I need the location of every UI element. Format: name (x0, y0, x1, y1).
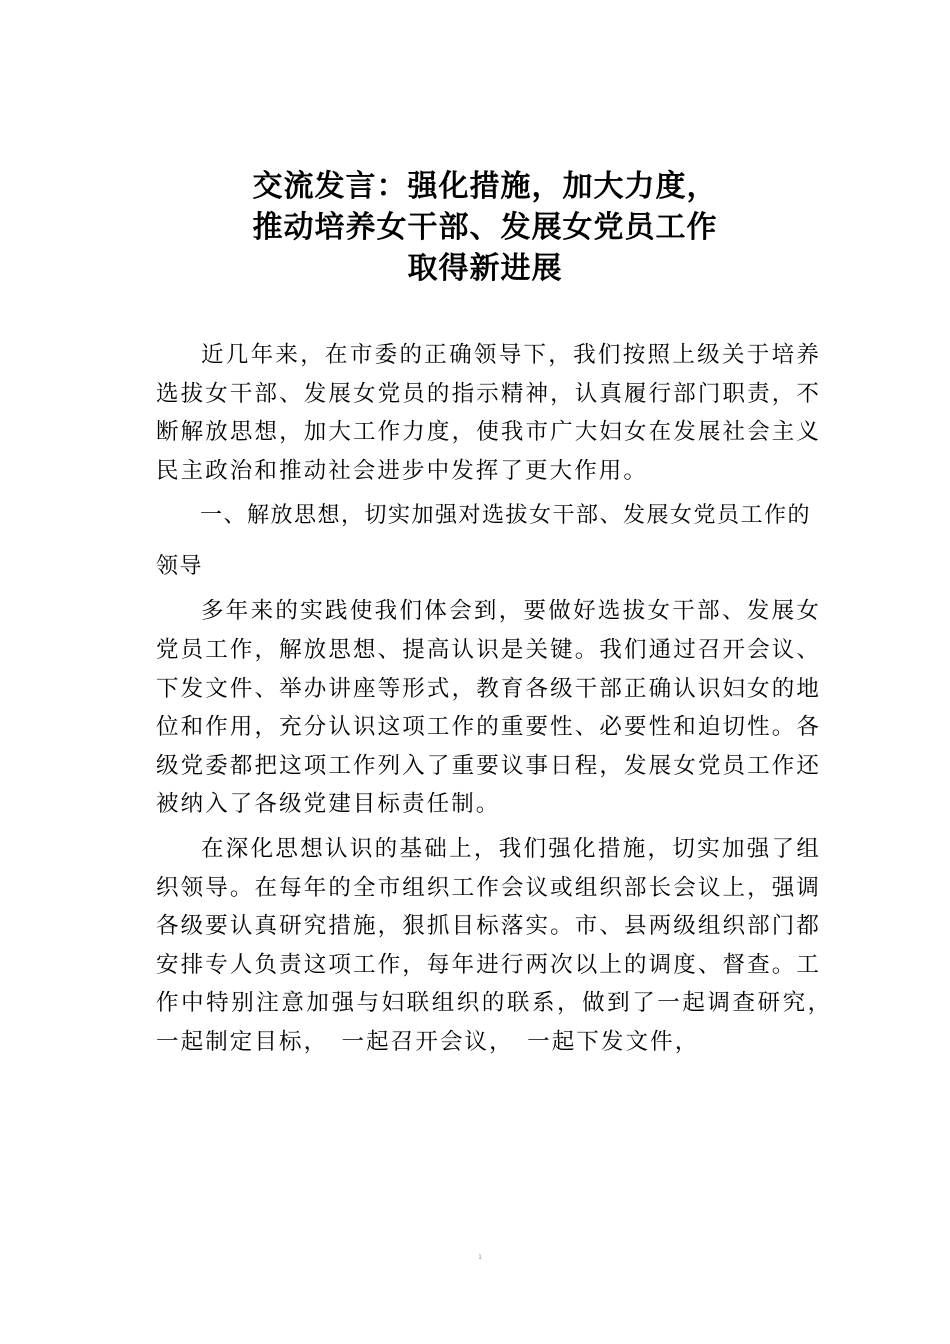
document-title (150, 166, 820, 289)
intro-paragraph: 近几年来，在市委的正确领导下，我们按照上级关于培养选拔女干部、发展女党员的指示精神，认真履行部门职责，不断解放思想，加大工作力度，使我市广大妇女在发展社会主义民主政治和推动社会进步中发挥了更大作用。 (156, 342, 821, 484)
title-line-3: 取得新进展 (407, 251, 563, 286)
page-number: 1 (478, 1254, 482, 1261)
section1-paragraph-2: 在深化思想认识的基础上，我们强化措施，切实加强了组织领导。在每年的全市组织工作会议或组织部长会议上，强调各级要认真研究措施，狠抓目标落实。市、县两级组织部门都安排专人负责这项工作，每年进行两次以上的调度、督查。工作中特别注意加强与妇联组织的联系，做到了一起调查研究， 一起制定目标， 一起召开会议， 一起下发文件， (156, 835, 846, 1055)
title-line-1: 交流发言：强化措施，加大力度， (252, 169, 718, 204)
document-body (156, 336, 846, 1062)
section1-paragraph-1: 多年来的实践使我们体会到，要做好选拔女干部、发展女党员工作，解放思想、提高认识是关键。我们通过召开会议、下发文件、举办讲座等形式，教育各级干部正确认识妇女的地位和作用，充分认识这项工作的重要性、必要性和迫切性。各级党委都把这项工作列入了重要议事日程，发展女党员工作还被纳入了各级党建目标责任制。 (156, 598, 821, 818)
title-line-2: 推动培养女干部、发展女党员工作 (252, 210, 718, 245)
section-heading-1: 一、解放思想，切实加强对选拔女干部、发展女党员工作的领导 (156, 503, 812, 580)
